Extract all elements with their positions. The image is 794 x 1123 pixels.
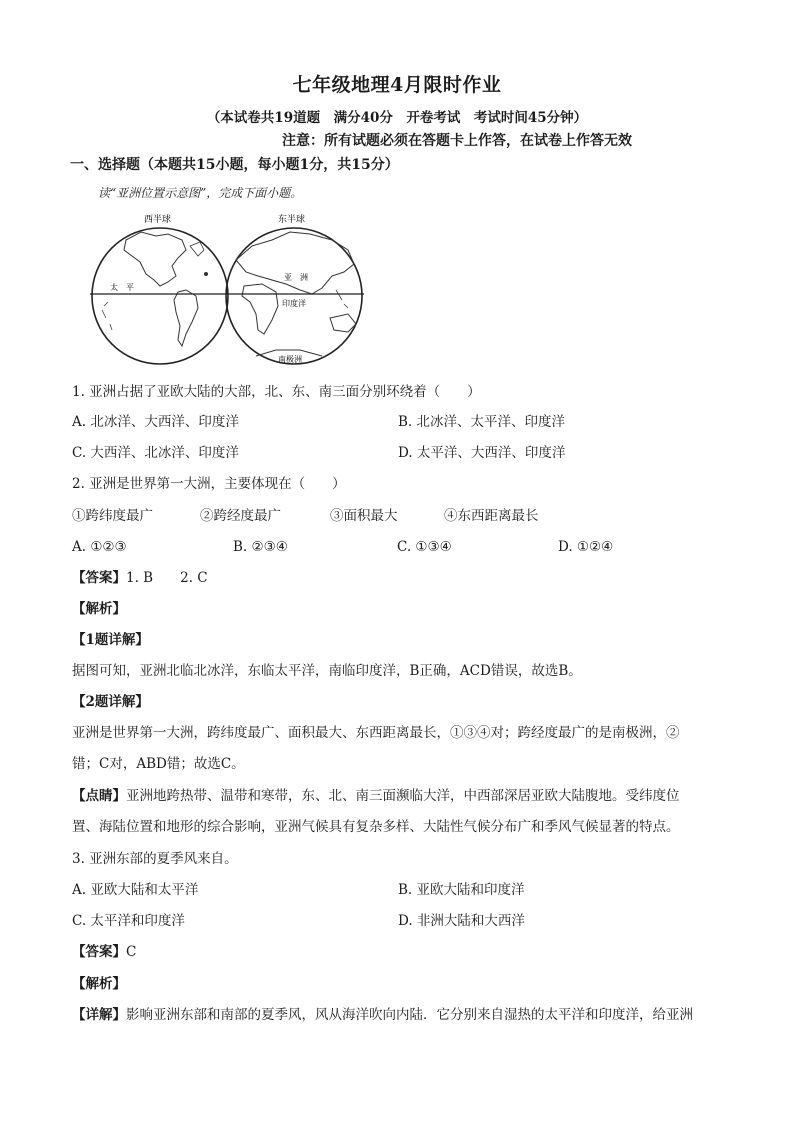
pointer-text-1: 亚洲地跨热带、温带和寒带，东、北、南三面濒临大洋，中西部深居亚欧大陆腹地。受纬度位: [126, 788, 680, 804]
detail-2-tag: 【2题详解】: [72, 694, 149, 710]
q2-item-2: ②跨经度最广: [200, 508, 281, 524]
map-label-pacific-west: 太 平: [110, 283, 134, 292]
question-3-stem: 3. 亚洲东部的夏季风来自。: [72, 851, 238, 867]
pointer-tag: 【点睛】: [72, 788, 126, 804]
analysis-tag: 【解析】: [72, 601, 126, 617]
asia-location-map: [86, 210, 376, 370]
q2-item-3: ③面积最大: [330, 508, 398, 524]
q2-option-b[interactable]: B. ②③④: [233, 539, 288, 555]
page-title: 七年级地理4月限时作业: [292, 74, 502, 96]
q2-option-a[interactable]: A. ①②③: [72, 539, 127, 555]
map-label-asia: 亚 洲: [284, 273, 308, 282]
exam-notice: 注意：所有试题必须在答题卡上作答，在试卷上作答无效: [282, 133, 632, 149]
q3-option-d[interactable]: D. 非洲大陆和大西洋: [398, 913, 525, 929]
answer-3: [72, 942, 136, 962]
map-intro: 读“亚洲位置示意图”，完成下面小题。: [98, 186, 303, 200]
analysis-3-tag: 【解析】: [72, 976, 126, 992]
q3-option-a[interactable]: A. 亚欧大陆和太平洋: [72, 882, 199, 898]
q2-item-4: ④东西距离最长: [444, 508, 539, 524]
answer-text: 1. B 2. C: [126, 570, 208, 586]
q1-option-a[interactable]: A. 北冰洋、大西洋、印度洋: [72, 414, 239, 430]
q2-option-d[interactable]: D. ①②④: [558, 539, 614, 555]
answer-tag: 【答案】: [72, 570, 126, 586]
answer-3-tag: 【答案】: [72, 944, 126, 960]
map-label-south: 南极洲: [278, 355, 302, 364]
east-hemisphere: [226, 228, 362, 364]
q1-option-c[interactable]: C. 大西洋、北冰洋、印度洋: [72, 445, 239, 461]
detail-3-text: 影响亚洲东部和南部的夏季风，风从海洋吹向内陆．它分别来自湿热的太平洋和印度洋，给亚洲: [126, 1007, 693, 1023]
map-label-indian: 印度洋: [282, 299, 306, 308]
section-heading: 一、选择题（本题共15小题，每小题1分，共15分）: [70, 157, 399, 173]
q1-option-b[interactable]: B. 北冰洋、太平洋、印度洋: [398, 414, 566, 430]
pointer-line-2: 置、海陆位置和地形的综合影响，亚洲气候具有复杂多样、大陆性气候分布广和季风气候显著的特点。: [72, 819, 680, 835]
detail-2-line-1: 亚洲是世界第一大洲，跨纬度最广、面积最大、东西距离最长，①③④对；跨经度最广的是南极洲，②: [72, 725, 680, 741]
q3-option-b[interactable]: B. 亚欧大陆和印度洋: [398, 882, 525, 898]
west-hemisphere: [92, 228, 228, 364]
q1-option-d[interactable]: D. 太平洋、大西洋、印度洋: [398, 445, 566, 461]
question-1-stem: 1. 亚洲占据了亚欧大陆的大部，北、东、南三面分别环绕着（ ）: [72, 384, 481, 400]
question-2-stem: 2. 亚洲是世界第一大洲，主要体现在（ ）: [72, 476, 346, 492]
answer-1-2: [72, 568, 208, 588]
q3-option-c[interactable]: C. 太平洋和印度洋: [72, 913, 185, 929]
detail-1-text: 据图可知，亚洲北临北冰洋，东临太平洋，南临印度洋，B正确，ACD错误，故选B。: [72, 663, 582, 679]
detail-3-tag: 【详解】: [72, 1007, 126, 1023]
q2-option-c[interactable]: C. ①③④: [397, 539, 452, 555]
detail-3: [72, 1005, 693, 1025]
answer-3-text: C: [126, 944, 137, 960]
west-hemisphere-label: 西半球: [144, 215, 172, 225]
detail-1-tag: 【1题详解】: [72, 632, 149, 648]
q2-item-1: ①跨纬度最广: [72, 508, 153, 524]
pointer-line-1: [72, 786, 680, 806]
exam-info: （本试卷共19道题 满分40分 开卷考试 考试时间45分钟）: [206, 110, 588, 126]
detail-2-line-2: 错；C对，ABD错；故选C。: [72, 756, 245, 772]
east-hemisphere-label: 东半球: [278, 215, 306, 225]
